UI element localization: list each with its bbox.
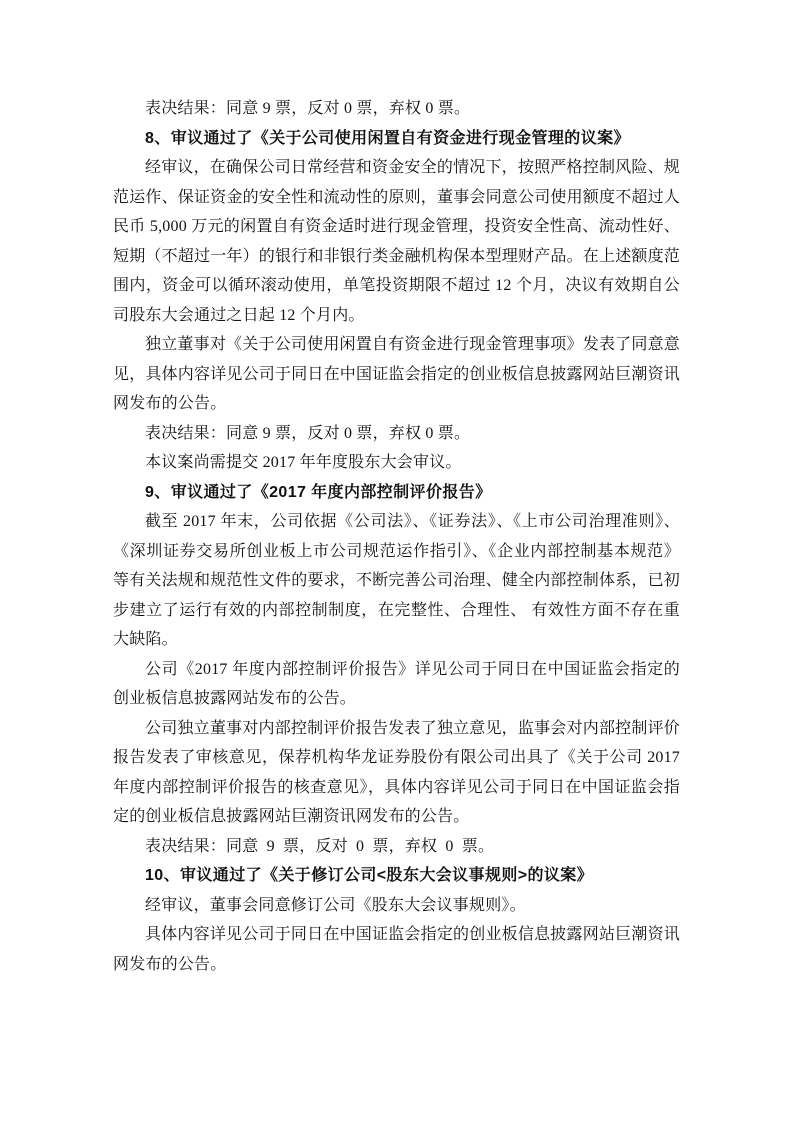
resolution-10-heading: 10、审议通过了《关于修订公司<股东大会议事规则>的议案》 [145, 867, 594, 884]
resolution-9-opinions: 公司独立董事对内部控制评价报告发表了独立意见，监事会对内部控制评价报告发表了审核意见，保荐机构华龙证券股份有限公司出具了《关于公司 2017 年度内部控制评价报告的核查意见》，具体内容详见公司于同日在中国证监会指定的创业板信息披露网站巨潮资讯网发布的公告。 [113, 719, 680, 825]
resolution-8-independent-director-opinion: 独立董事对《关于公司使用闲置自有资金进行现金管理事项》发表了同意意见，具体内容详见公司于同日在中国证监会指定的创业板信息披露网站巨潮资讯网发布的公告。 [113, 336, 681, 412]
vote-result-item-8: 表决结果：同意 9 票，反对 0 票，弃权 0 票。 [145, 424, 471, 442]
resolution-8-detail: 经审议，在确保公司日常经营和资金安全的情况下，按照严格控制风险、规范运作、保证资金的安全性和流动性的原则，董事会同意公司使用额度不超过人民币 5,000 万元的闲置自有资金适时进行现金管理，投资安全性高、流动性好、短期（不超过一年）的银行和非银行类金融机构保本型理财产品。在上述额度范围内，资金可以循环滚动使用，单笔投资期限不超过 12 个月，决议有效期自公司股东大会通过之日起 12 个月内。 [113, 159, 681, 324]
vote-result-item-9: 表决结果：同意 9 票，反对 0 票，弃权 0 票。 [145, 837, 495, 855]
resolution-8-heading: 8、审议通过了《关于公司使用闲置自有资金进行现金管理的议案》 [145, 129, 630, 147]
vote-result-item-7: 表决结果：同意 9 票，反对 0 票，弃权 0 票。 [145, 100, 471, 117]
document-body [113, 94, 680, 979]
resolution-9-disclosure-note: 公司《2017 年度内部控制评价报告》详见公司于同日在中国证监会指定的创业板信息披露网站发布的公告。 [113, 660, 680, 707]
resolution-10-detail: 经审议，董事会同意修订公司《股东大会议事规则》。 [145, 896, 526, 914]
resolution-9-heading: 9、审议通过了《2017 年度内部控制评价报告》 [145, 483, 492, 501]
resolution-8-shareholder-meeting-note: 本议案尚需提交 2017 年年度股东大会审议。 [145, 454, 462, 471]
resolution-10-disclosure-note: 具体内容详见公司于同日在中国证监会指定的创业板信息披露网站巨潮资讯网发布的公告。 [113, 926, 680, 973]
resolution-9-detail: 截至 2017 年末，公司依据《公司法》、《证券法》、《上市公司治理准则》、《深圳证券交易所创业板上市公司规范运作指引》、《企业内部控制基本规范》等有关法规和规范性文件的要求，不断完善公司治理、健全内部控制体系，已初步建立了运行有效的内部控制制度，在完整性、合理性、 有效性方面不存在重大缺陷。 [113, 513, 681, 648]
